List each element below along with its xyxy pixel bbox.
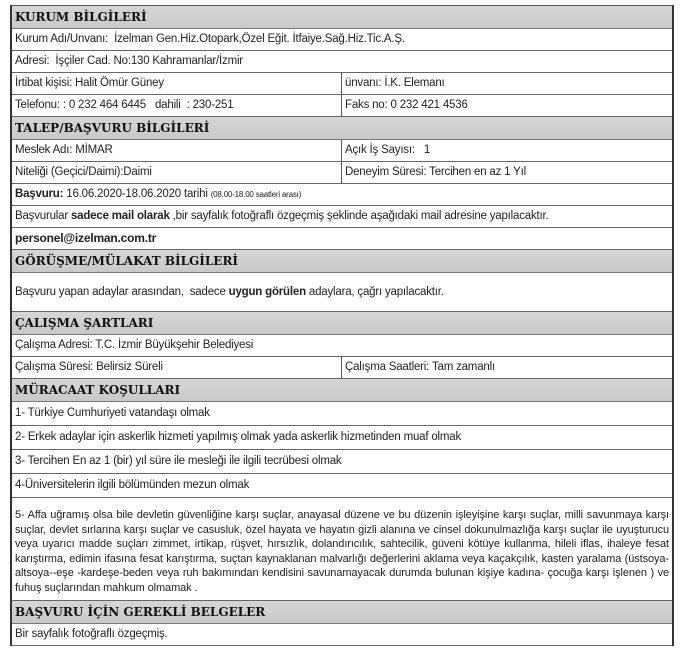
gorusme-bold: uygun görülen xyxy=(228,286,306,298)
adres-value: İşçiler Cad. No:130 Kahramanlar/İzmir xyxy=(55,55,243,67)
adres-label: Adresi: xyxy=(15,55,50,67)
gorusme-suffix: adaylara, çağrı yapılacaktır. xyxy=(305,286,444,298)
condition-5: 5- Affa uğramış olsa bile devletin güvenliğine karşı suçlar, anayasal düzene ve bu düzenin işleyişine karşı suçlar, milli savunmaya karşı suçlar, devlet sırlarına karşı suçlar ve casusluk, özel hayata ve hayatın gizli alanına ve cinsel dokunulmazlığa karşı suçlar ile uyuşturucu veya uyarıcı madde suçları zimmet, irtikap, rüşvet, hırsızlık, dolandırıcılık, sahtecilik, güveni kötüye kullanma, hileli iflas, ihaleye fesat karıştırma, edimin ifasına fesat karıştırma, suçtan kaynaklanan malvarlığı değerlerini aklama veya kaçakçılık, kasten yaralama (üstsoya-altsoya--eşe -kardeşe-beden veya ruh bakımından kendisini savunamayacak durumda bulunan kişiye kadına- çocuğa karşı işlenen ) ve fuhuş suçlarından mahkum olmamak . xyxy=(15,509,669,594)
unvan: ünvanı: İ.K. Elemanı xyxy=(345,77,445,89)
row-kurum-adi xyxy=(12,29,672,51)
calisma-suresi: Çalışma Süresi: Belirsiz Süreli xyxy=(12,357,342,378)
info-prefix: Başvurular xyxy=(15,210,71,222)
row-gorusme-text xyxy=(12,273,672,312)
section-title: KURUM BİLGİLERİ xyxy=(15,10,147,24)
list-item xyxy=(12,474,672,498)
condition-2: 2- Erkek adaylar için askerlik hizmeti yapılmış olmak yada askerlik hizmetinden muaf olmak xyxy=(15,431,462,443)
condition-1: 1- Türkiye Cumhuriyeti vatandaşı olmak xyxy=(15,407,210,419)
list-item xyxy=(12,426,672,450)
row-telefon xyxy=(12,95,672,117)
row-calisma-suresi xyxy=(12,357,672,379)
row-adres xyxy=(12,51,672,73)
email-link[interactable]: personel@izelman.com.tr xyxy=(15,231,157,245)
row-meslek xyxy=(12,140,672,162)
deneyim-suresi: Deneyim Süresi: Tercihen en az 1 Yıl xyxy=(345,166,526,178)
section-title: BAŞVURU İÇİN GEREKLİ BELGELER xyxy=(15,604,266,619)
kurum-adi-value: İzelman Gen.Hiz.Otopark,Özel Eğit. İtfaiye.Sağ.Hiz.Tic.A.Ş. xyxy=(114,33,405,45)
job-posting-document xyxy=(10,5,674,646)
section-title: MÜRACAAT KOŞULLARI xyxy=(15,383,181,397)
section-header-kurum xyxy=(12,6,672,29)
kurum-adi-label: Kurum Adı/Unvanı: xyxy=(15,33,109,45)
list-item xyxy=(12,450,672,474)
condition-3: 3- Tercihen En az 1 (bir) yıl süre ile mesleği ile ilgili tecrübesi olmak xyxy=(15,455,342,467)
row-belgeler xyxy=(12,624,672,646)
section-header-belgeler xyxy=(12,601,672,624)
section-title: ÇALIŞMA ŞARTLARI xyxy=(15,316,154,330)
niteligi: Niteliği (Geçici/Daimi):Daimi xyxy=(12,162,342,183)
section-header-calisma xyxy=(12,312,672,335)
row-nitelik xyxy=(12,162,672,184)
acik-is-sayisi: Açık İş Sayısı: 1 xyxy=(345,144,431,156)
row-email xyxy=(12,228,672,250)
gorusme-prefix: Başvuru yapan adaylar arasından, sadece xyxy=(15,286,229,298)
basvuru-dates: 16.06.2020-18.06.2020 tarihi xyxy=(63,188,211,200)
section-title: TALEP/BAŞVURU BİLGİLERİ xyxy=(15,121,210,135)
meslek-adi: Meslek Adı: MİMAR xyxy=(12,140,342,161)
faks: Faks no: 0 232 421 4536 xyxy=(345,99,468,111)
row-basvuru xyxy=(12,184,672,206)
telefon: Telefonu: : 0 232 464 6445 dahili : 230-251 xyxy=(12,95,342,116)
section-title: GÖRÜŞME/MÜLAKAT BİLGİLERİ xyxy=(15,254,239,268)
calisma-saatleri: Çalışma Saatleri: Tam zamanlı xyxy=(345,361,495,373)
basvuru-hours: (08.00-18.00 saatleri arası) xyxy=(210,190,302,199)
section-header-gorusme xyxy=(12,250,672,273)
section-header-talep xyxy=(12,117,672,140)
list-item xyxy=(12,402,672,426)
row-calisma-adresi xyxy=(12,335,672,357)
belgeler-text: Bir sayfalık fotoğraflı özgeçmiş. xyxy=(15,627,168,640)
row-irtibat xyxy=(12,73,672,95)
list-item xyxy=(12,498,672,601)
basvuru-label: Başvuru: xyxy=(15,188,64,200)
irtibat-kisisi: İrtibat kişisi: Halit Ömür Güney xyxy=(12,73,342,94)
info-suffix: ,bir sayfalık fotoğraflı özgeçmiş şeklinde aşağıdaki mail adresine yapılacaktır. xyxy=(169,210,549,222)
calisma-adresi: Çalışma Adresi: T.C. İzmir Büyükşehir Belediyesi xyxy=(15,339,254,351)
section-header-muracaat xyxy=(12,379,672,402)
condition-4: 4-Üniversitelerin ilgili bölümünden mezun olmak xyxy=(15,479,250,491)
info-bold: sadece mail olarak xyxy=(70,210,170,222)
row-basvuru-info xyxy=(12,206,672,228)
